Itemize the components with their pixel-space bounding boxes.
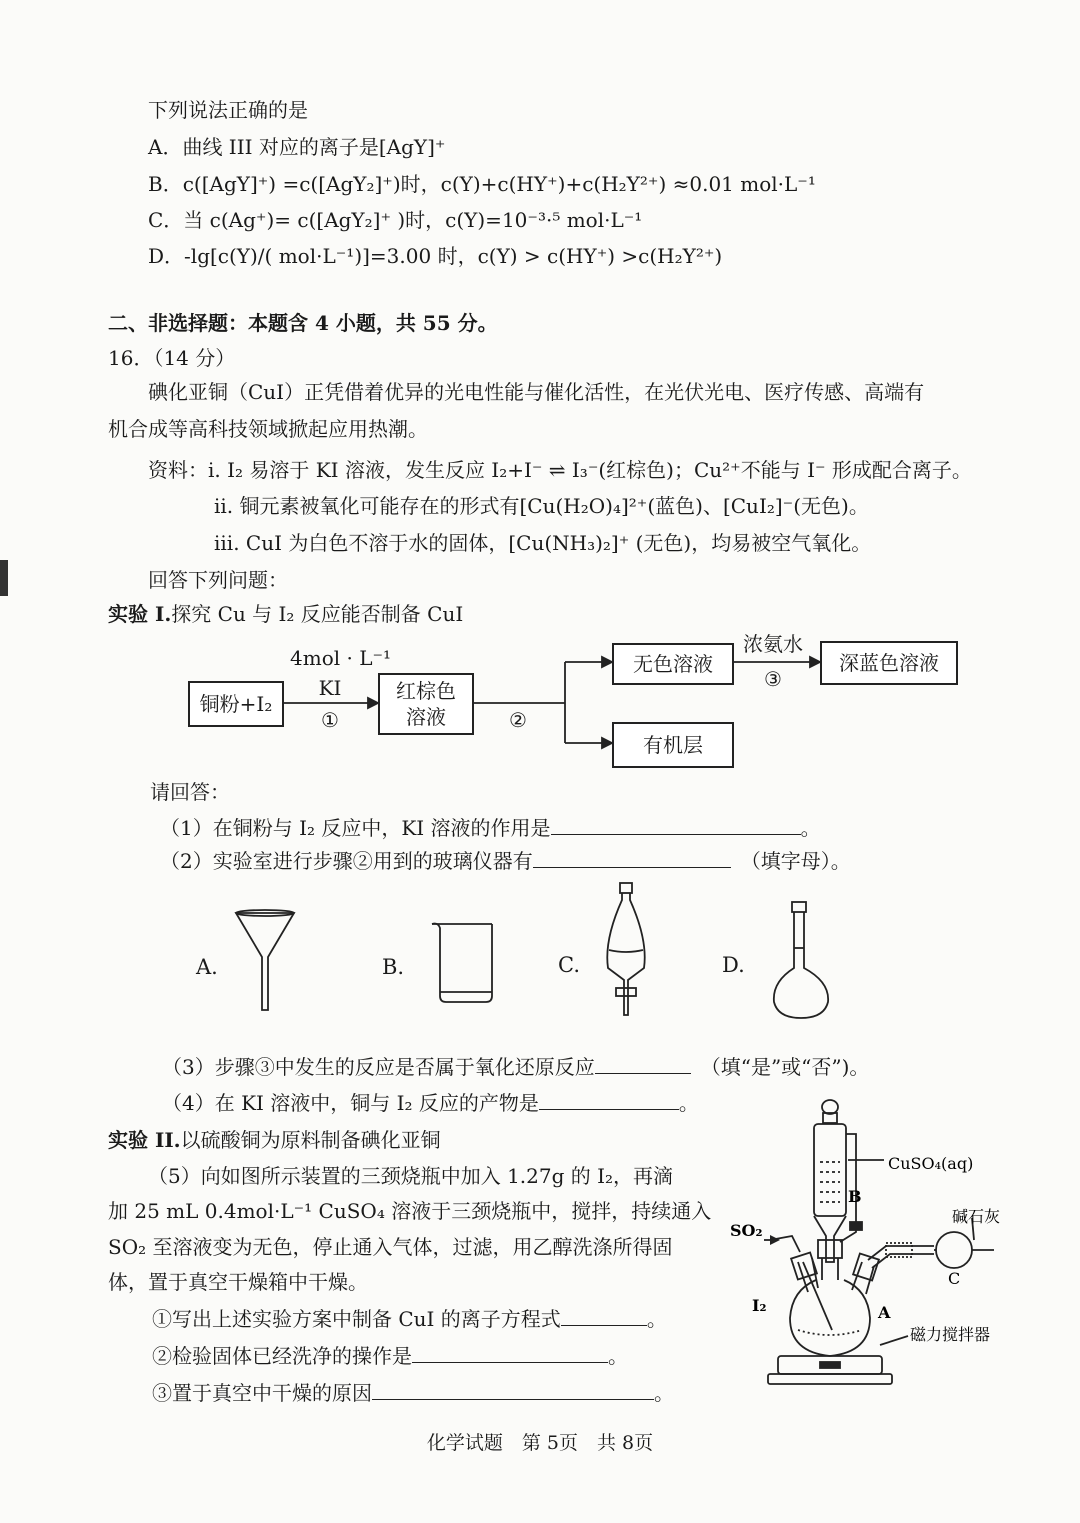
- sub3-end: 。: [654, 1381, 674, 1405]
- q5-line-1: （5）向如图所示装置的三颈烧瓶中加入 1.27g 的 I₂，再滴: [148, 1164, 674, 1188]
- q4-text: （4）在 KI 溶液中，铜与 I₂ 反应的产物是: [162, 1091, 539, 1115]
- q1-text: （1）在铜粉与 I₂ 反应中，KI 溶液的作用是: [160, 816, 551, 840]
- flow-box-start: 铜粉+I₂: [188, 681, 284, 727]
- intro-line-2: 机合成等高科技领域掀起应用热潮。: [108, 417, 428, 441]
- question-prompt: 下列说法正确的是: [148, 98, 308, 122]
- flow-step-2: ②: [509, 708, 527, 732]
- q4-end: 。: [678, 1091, 699, 1115]
- label-so2: SO₂: [730, 1221, 763, 1240]
- choice-d-label: D.: [722, 953, 745, 977]
- page-footer: 化学试题 第 5页 共 8页: [426, 1432, 654, 1454]
- option-d: D．-lg[c(Y)/( mol·L⁻¹)]=3.00 时，c(Y) > c(HY⁺) >c(H₂Y²⁺): [148, 244, 723, 268]
- sub3-text: ③置于真空中干燥的原因: [152, 1381, 372, 1405]
- flow-reagent-conc: 4mol · L⁻¹: [290, 646, 392, 670]
- flow-box-mid-line-1: 红棕色: [396, 679, 456, 703]
- label-b: B: [848, 1187, 862, 1206]
- question-number: 16．（14 分）: [108, 346, 236, 370]
- q2-end: （填字母）。: [740, 849, 851, 873]
- option-a: A．曲线 III 对应的离子是[AgY]⁺: [148, 135, 446, 159]
- q5-line-3: SO₂ 至溶液变为无色，停止通入气体，过滤，用乙醇洗涤所得固: [108, 1235, 673, 1259]
- flow-box-deep-blue: 深蓝色溶液: [820, 641, 958, 685]
- q2-text: （2）实验室进行步骤②用到的玻璃仪器有: [160, 849, 533, 873]
- option-b: B．c([AgY]⁺) =c([AgY₂]⁺)时，c(Y)+c(HY⁺)+c(H₂Y²⁺) ≈0.01 mol·L⁻¹: [148, 172, 816, 196]
- label-cuso4: CuSO₄(aq): [888, 1154, 974, 1173]
- q1-end: 。: [800, 816, 821, 840]
- flow-reagent-3: 浓氨水: [743, 632, 803, 656]
- choice-a-label: A.: [196, 955, 218, 979]
- choice-b-label: B.: [382, 955, 405, 979]
- exp2-title-bold: 实验 II.: [108, 1128, 181, 1152]
- option-c: C．当 c(Ag⁺)= c([AgY₂]⁺ )时，c(Y)=10⁻³·⁵ mol·L⁻¹: [148, 208, 643, 232]
- info-i: 资料：i. I₂ 易溶于 KI 溶液，发生反应 I₂+I⁻ ⇌ I₃⁻(红棕色)；Cu²⁺不能与 I⁻ 形成配合离子。: [148, 458, 972, 482]
- choice-c-label: C.: [558, 953, 580, 977]
- flow-box-colorless: 无色溶液: [612, 643, 734, 685]
- exp1-title-rest: 探究 Cu 与 I₂ 反应能否制备 CuI: [171, 602, 464, 626]
- q5-line-4: 体，置于真空干燥箱中干燥。: [108, 1270, 368, 1294]
- sub1-text: ①写出上述实验方案中制备 CuI 的离子方程式: [152, 1307, 561, 1331]
- exp1-title-bold: 实验 I.: [108, 602, 172, 626]
- sub1-end: 。: [646, 1307, 667, 1331]
- please-answer: 请回答：: [150, 780, 230, 804]
- sub2-text: ②检验固体已经洗净的操作是: [152, 1344, 412, 1368]
- intro-line-1: 碘化亚铜（CuI）正凭借着优异的光电性能与催化活性，在光伏光电、医疗传感、高端有: [148, 380, 925, 404]
- q5-line-2: 加 25 mL 0.4mol·L⁻¹ CuSO₄ 溶液于三颈烧瓶中，搅拌，持续通入: [108, 1199, 712, 1223]
- flow-reagent: KI: [318, 676, 342, 700]
- label-lime: 碱石灰: [952, 1207, 1001, 1226]
- info-iii: iii. CuI 为白色不溶于水的固体，[Cu(NH₃)₂]⁺ (无色)，均易被空气氧化。: [214, 531, 872, 555]
- label-stirrer: 磁力搅拌器: [910, 1325, 991, 1344]
- section-heading: 二、非选择题：本题含 4 小题，共 55 分。: [108, 311, 498, 335]
- label-a: A: [878, 1303, 891, 1322]
- label-i2: I₂: [752, 1296, 767, 1315]
- exp2-title-rest: 以硫酸铜为原料制备碘化亚铜: [180, 1128, 441, 1152]
- label-c: C: [948, 1269, 961, 1288]
- flow-step-1: ①: [321, 708, 339, 732]
- info-ii: ii. 铜元素被氧化可能存在的形式有[Cu(H₂O)₄]²⁺(蓝色)、[CuI₂]⁻(无色)。: [214, 494, 869, 518]
- flow-box-organic: 有机层: [612, 722, 734, 768]
- sub2-end: 。: [608, 1344, 628, 1368]
- q3-end: （填“是”或“否”)。: [700, 1055, 870, 1079]
- flow-box-mid-line-2: 溶液: [406, 705, 446, 729]
- flow-step-3: ③: [764, 667, 782, 691]
- q3-text: （3）步骤③中发生的反应是否属于氧化还原反应: [162, 1055, 595, 1079]
- answer-prompt: 回答下列问题：: [148, 568, 288, 592]
